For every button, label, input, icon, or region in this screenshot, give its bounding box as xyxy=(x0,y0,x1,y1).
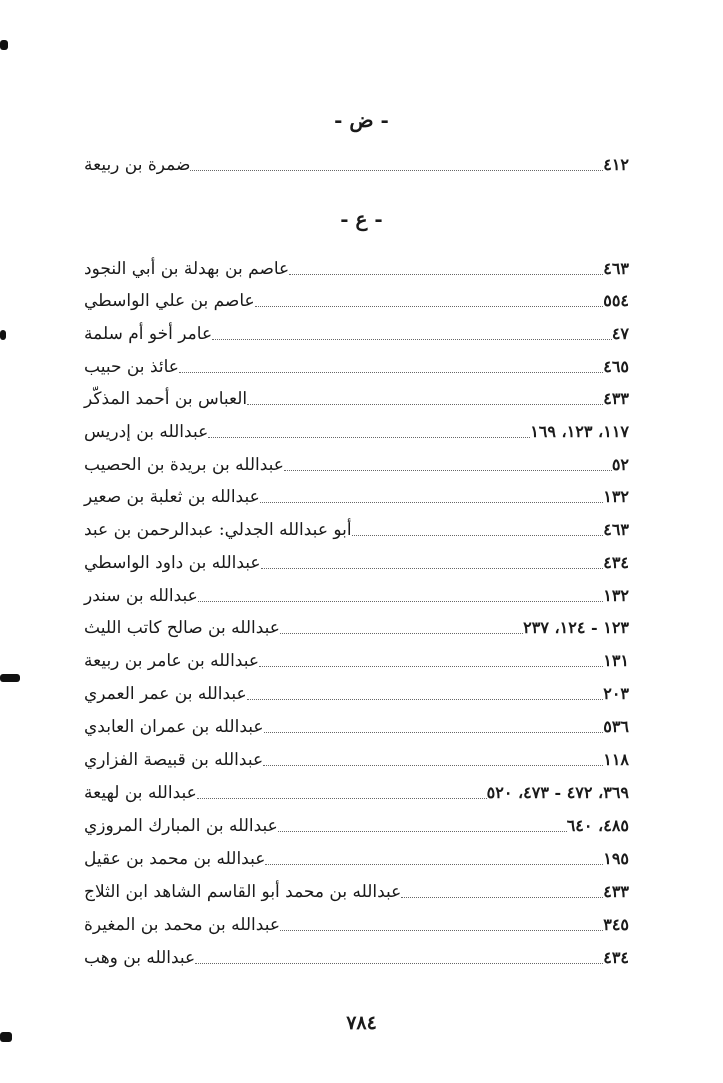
dot-leader xyxy=(179,372,603,373)
dot-leader xyxy=(401,897,603,898)
index-entry xyxy=(80,778,633,804)
index-entry xyxy=(80,745,633,771)
index-entry xyxy=(80,581,633,607)
entry-name: عبدالله بن محمد بن عقيل xyxy=(84,849,266,869)
index-entry xyxy=(80,319,633,345)
entry-pages: ١٩٥ xyxy=(603,849,629,868)
index-entry xyxy=(80,712,633,738)
entry-name: أبو عبدالله الجدلي: عبدالرحمن بن عبد xyxy=(84,520,352,540)
entry-pages: ٤٨٥، ٦٤٠ xyxy=(566,816,629,835)
dot-leader xyxy=(208,437,530,438)
scan-mark-mid-left xyxy=(0,330,6,340)
index-entry xyxy=(80,613,633,639)
index-entry xyxy=(80,877,633,903)
entry-name: عامر أخو أم سلمة xyxy=(84,324,213,344)
index-entry xyxy=(80,646,633,672)
entry-name: عبدالله بن لهيعة xyxy=(84,783,197,803)
dot-leader xyxy=(212,339,612,340)
entry-pages: ٤٦٣ xyxy=(603,520,629,539)
entry-name: عبدالله بن داود الواسطي xyxy=(84,553,261,573)
entry-pages: ٤٣٣ xyxy=(603,389,629,408)
dot-leader xyxy=(264,732,604,733)
dot-leader xyxy=(259,666,603,667)
entry-pages: ٣٤٥ xyxy=(603,915,629,934)
entry-pages: ٤٦٣ xyxy=(603,259,629,278)
entry-name: عبدالله بن ثعلبة بن صعير xyxy=(84,487,260,507)
index-entry xyxy=(80,548,633,574)
dot-leader xyxy=(190,170,603,171)
dot-leader xyxy=(260,502,603,503)
entry-pages: ٤٦٥ xyxy=(603,357,629,376)
dot-leader xyxy=(289,274,603,275)
dot-leader xyxy=(255,306,604,307)
dot-leader xyxy=(352,535,604,536)
entry-pages: ١١٨ xyxy=(603,750,629,769)
dot-leader xyxy=(261,568,604,569)
dot-leader xyxy=(263,765,603,766)
index-entry xyxy=(80,515,633,541)
entry-name: عاصم بن علي الواسطي xyxy=(84,291,255,311)
dot-leader xyxy=(247,699,604,700)
dot-leader xyxy=(265,864,603,865)
entry-name: عبدالله بن عمر العمري xyxy=(84,684,247,704)
entry-name: عبدالله بن المبارك المروزي xyxy=(84,816,278,836)
index-entry xyxy=(80,844,633,870)
entry-pages: ١٢٣ - ١٢٤، ٢٣٧ xyxy=(523,618,629,637)
index-entry xyxy=(80,417,633,443)
dot-leader xyxy=(280,930,603,931)
index-entry xyxy=(80,482,633,508)
index-entry xyxy=(80,254,633,280)
entry-pages: ١١٧، ١٢٣، ١٦٩ xyxy=(530,422,629,441)
scan-mark-top-left xyxy=(0,40,8,50)
section-header-ain: - ع - xyxy=(340,207,383,231)
entry-name: عبدالله بن إدريس xyxy=(84,422,209,442)
entry-name: العباس بن أحمد المذكّر xyxy=(84,389,248,409)
entry-name: عبدالله بن محمد أبو القاسم الشاهد ابن الثلاج xyxy=(84,882,402,902)
entry-pages: ٣٦٩، ٤٧٢ - ٤٧٣، ٥٢٠ xyxy=(486,783,629,802)
page-number: ٧٨٤ xyxy=(346,1012,377,1034)
entry-name: عبدالله بن صالح كاتب الليث xyxy=(84,618,280,638)
entry-pages: ٥٢ xyxy=(611,455,629,474)
entry-name: عبدالله بن عامر بن ربيعة xyxy=(84,651,259,671)
index-entry xyxy=(80,679,633,705)
entry-pages: ٤٣٣ xyxy=(603,882,629,901)
entry-name: ضمرة بن ربيعة xyxy=(84,155,191,175)
dot-leader xyxy=(198,601,603,602)
entry-pages: ٤٧ xyxy=(611,324,629,343)
dot-leader xyxy=(280,633,523,634)
index-entry xyxy=(80,910,633,936)
entry-pages: ٥٣٦ xyxy=(603,717,629,736)
index-entry xyxy=(80,286,633,312)
entry-pages: ٤٣٤ xyxy=(603,553,629,572)
index-entry xyxy=(80,150,633,176)
index-entry xyxy=(80,811,633,837)
entry-name: عبدالله بن وهب xyxy=(84,948,196,968)
index-entry xyxy=(80,352,633,378)
entry-name: عبدالله بن عمران العابدي xyxy=(84,717,264,737)
entry-pages: ٢٠٣ xyxy=(603,684,629,703)
entry-pages: ٤١٢ xyxy=(603,155,629,174)
index-entry xyxy=(80,450,633,476)
entry-pages: ١٣٢ xyxy=(603,487,629,506)
entry-name: عبدالله بن بريدة بن الحصيب xyxy=(84,455,284,475)
index-entry xyxy=(80,384,633,410)
dot-leader xyxy=(197,798,487,799)
dot-leader xyxy=(284,470,612,471)
dot-leader xyxy=(247,404,603,405)
entry-pages: ٤٣٤ xyxy=(603,948,629,967)
entry-name: عائذ بن حبيب xyxy=(84,357,179,377)
dot-leader xyxy=(278,831,567,832)
dot-leader xyxy=(195,963,603,964)
scan-mark-lower-left xyxy=(0,674,20,682)
entry-pages: ١٣١ xyxy=(603,651,629,670)
entry-pages: ٥٥٤ xyxy=(603,291,629,310)
entry-name: عاصم بن بهدلة بن أبي النجود xyxy=(84,259,290,279)
section-header-dad: - ض - xyxy=(334,108,389,132)
index-entry xyxy=(80,943,633,969)
entry-name: عبدالله بن قبيصة الفزاري xyxy=(84,750,264,770)
entry-pages: ١٣٢ xyxy=(603,586,629,605)
entry-name: عبدالله بن سندر xyxy=(84,586,198,606)
entry-name: عبدالله بن محمد بن المغيرة xyxy=(84,915,280,935)
